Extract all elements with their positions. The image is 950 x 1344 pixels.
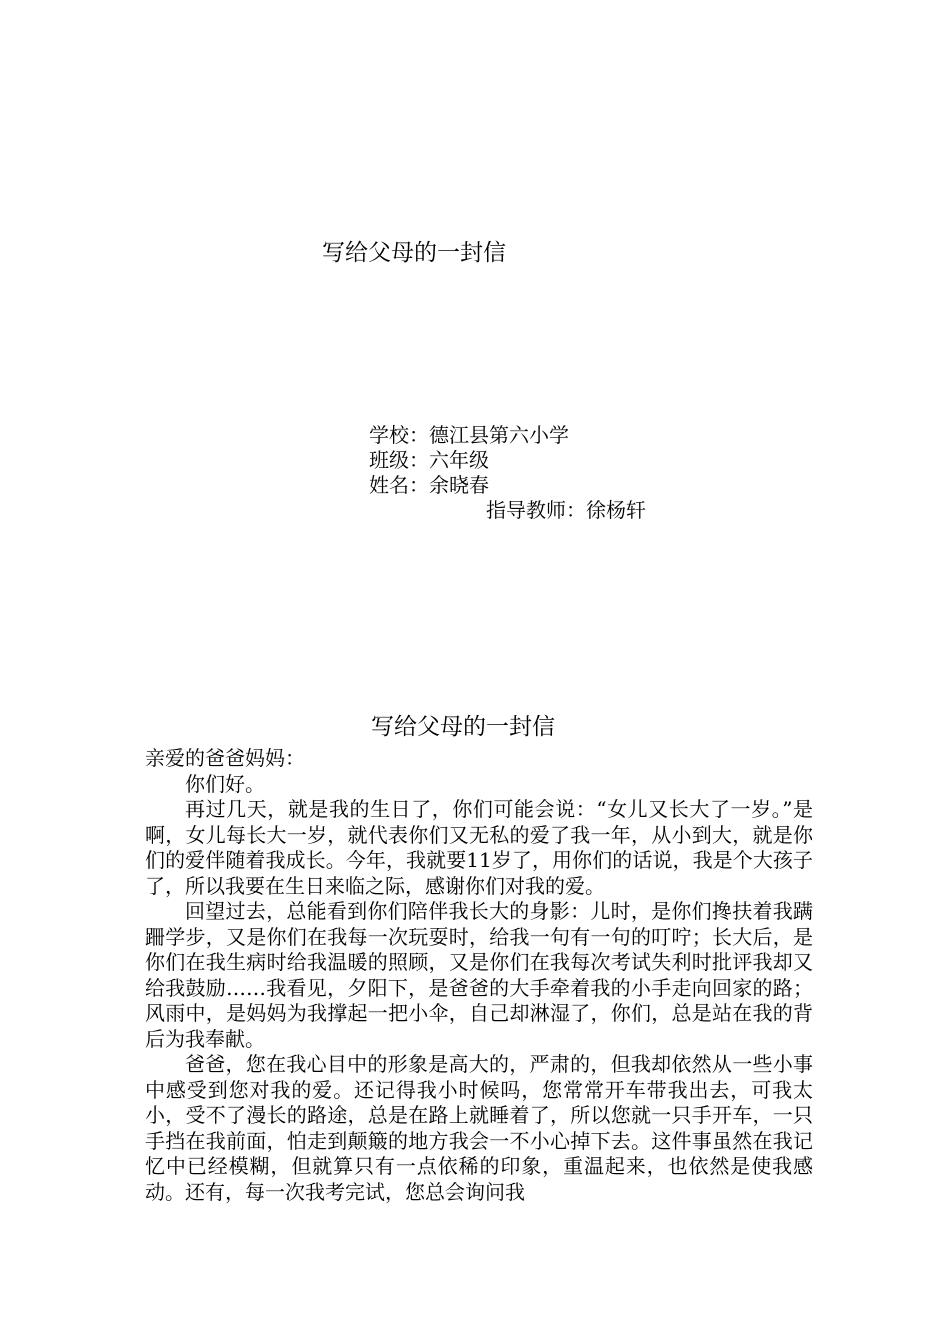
cover-school: 学校：德江县第六小学 (369, 423, 569, 447)
letter-salutation: 亲爱的爸爸妈妈： (145, 746, 305, 770)
letter-paragraph: 你们好。 (185, 771, 265, 796)
cover-title: 写给父母的一封信 (322, 240, 506, 266)
cover-teacher: 指导教师：徐杨轩 (486, 498, 646, 522)
letter-title: 写给父母的一封信 (371, 714, 555, 740)
cover-name: 姓名：余晓春 (369, 473, 489, 497)
letter-paragraph: 再过几天，就是我的生日了，你们可能会说：“女儿又长大了一岁。”是啊，女儿每长大一岁，就代表你们又无私的爱了我一年，从小到大，就是你们的爱伴随着我成长。今年，我就要11岁了，用你们的话说，我是个大孩子了，所以我要在生日来临之际，感谢你们对我的爱。 (145, 797, 813, 898)
letter-body (145, 746, 813, 1205)
cover-class: 班级：六年级 (369, 448, 489, 472)
letter-paragraph: 回望过去，总能看到你们陪伴我长大的身影：儿时，是你们搀扶着我蹒跚学步，又是你们在我每一次玩耍时，给我一句有一句的叮咛；长大后，是你们在我生病时给我温暖的照顾，又是你们在我每次考试失利时批评我却又给我鼓励……我看见，夕阳下，是爸爸的大手牵着我的小手走向回家的路；风雨中，是妈妈为我撑起一把小伞，自己却淋湿了，你们，总是站在我的背后为我奉献。 (145, 899, 813, 1051)
letter-paragraph: 爸爸，您在我心目中的形象是高大的，严肃的，但我却依然从一些小事中感受到您对我的爱。还记得我小时候吗，您常常开车带我出去，可我太小，受不了漫长的路途，总是在路上就睡着了，所以您就一只手开车，一只手挡在我前面，怕走到颠簸的地方我会一不小心掉下去。这件事虽然在我记忆中已经模糊，但就算只有一点依稀的印象，重温起来，也依然是使我感动。还有，每一次我考完试，您总会询问我 (145, 1052, 813, 1204)
